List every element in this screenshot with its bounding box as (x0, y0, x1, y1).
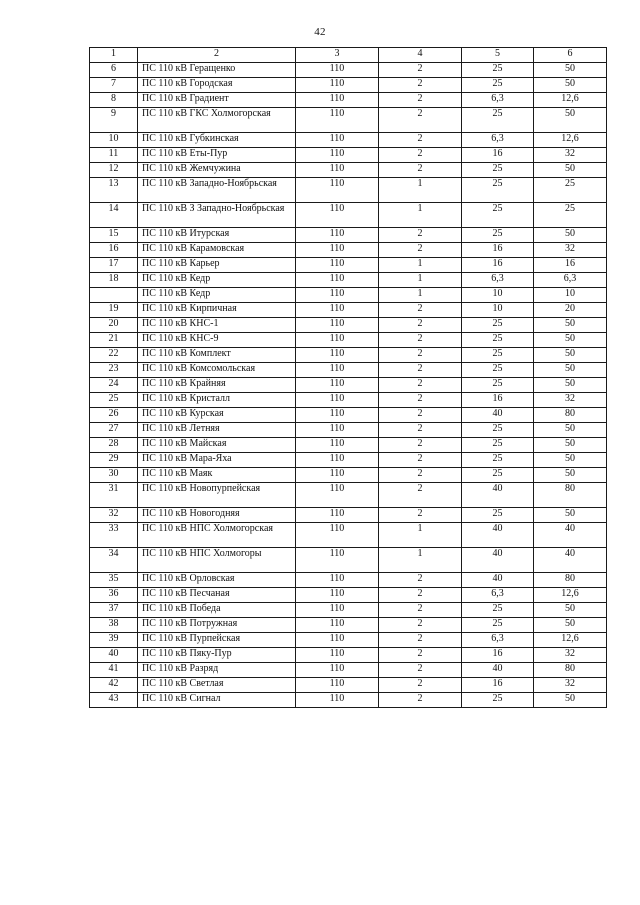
voltage-cell: 110 (296, 348, 379, 363)
voltage-cell: 110 (296, 228, 379, 243)
substation-name-cell: ПС 110 кВ Градиент (138, 93, 296, 108)
transformer-count-cell: 2 (379, 93, 462, 108)
substation-name-cell: ПС 110 кВ Курская (138, 408, 296, 423)
voltage-cell: 110 (296, 648, 379, 663)
table-row (90, 453, 607, 468)
unit-power-cell: 25 (462, 603, 534, 618)
table-row (90, 573, 607, 588)
substation-name-cell: ПС 110 кВ Кедр (138, 273, 296, 288)
row-number-cell: 24 (90, 378, 138, 393)
transformer-count-cell: 2 (379, 423, 462, 438)
substation-name-cell: ПС 110 кВ Пяку-Пур (138, 648, 296, 663)
header-cell: 2 (138, 48, 296, 63)
row-number-cell: 14 (90, 203, 138, 228)
unit-power-cell: 25 (462, 108, 534, 133)
unit-power-cell: 25 (462, 333, 534, 348)
table-row (90, 258, 607, 273)
voltage-cell: 110 (296, 693, 379, 708)
substation-name-cell: ПС 110 кВ Комплект (138, 348, 296, 363)
voltage-cell: 110 (296, 453, 379, 468)
row-number-cell: 37 (90, 603, 138, 618)
transformer-count-cell: 2 (379, 148, 462, 163)
voltage-cell: 110 (296, 633, 379, 648)
row-number-cell: 22 (90, 348, 138, 363)
voltage-cell: 110 (296, 378, 379, 393)
row-number-cell: 21 (90, 333, 138, 348)
total-power-cell: 50 (534, 108, 607, 133)
unit-power-cell: 10 (462, 303, 534, 318)
table-row (90, 393, 607, 408)
table-row (90, 483, 607, 508)
unit-power-cell: 40 (462, 523, 534, 548)
unit-power-cell: 25 (462, 508, 534, 523)
unit-power-cell: 25 (462, 318, 534, 333)
unit-power-cell: 25 (462, 693, 534, 708)
total-power-cell: 25 (534, 178, 607, 203)
transformer-count-cell: 2 (379, 228, 462, 243)
table-row (90, 693, 607, 708)
voltage-cell: 110 (296, 203, 379, 228)
unit-power-cell: 25 (462, 378, 534, 393)
total-power-cell: 50 (534, 438, 607, 453)
unit-power-cell: 25 (462, 203, 534, 228)
total-power-cell: 32 (534, 393, 607, 408)
transformer-count-cell: 2 (379, 663, 462, 678)
total-power-cell: 50 (534, 423, 607, 438)
row-number-cell: 11 (90, 148, 138, 163)
substation-name-cell: ПС 110 кВ Карьер (138, 258, 296, 273)
voltage-cell: 110 (296, 408, 379, 423)
transformer-count-cell: 2 (379, 603, 462, 618)
header-row (90, 48, 607, 63)
voltage-cell: 110 (296, 178, 379, 203)
total-power-cell: 50 (534, 63, 607, 78)
unit-power-cell: 25 (462, 228, 534, 243)
row-number-cell (90, 288, 138, 303)
unit-power-cell: 40 (462, 483, 534, 508)
table-header (90, 48, 607, 63)
substation-name-cell: ПС 110 кВ Победа (138, 603, 296, 618)
voltage-cell: 110 (296, 93, 379, 108)
table-body (90, 63, 607, 708)
voltage-cell: 110 (296, 273, 379, 288)
unit-power-cell: 25 (462, 78, 534, 93)
unit-power-cell: 40 (462, 573, 534, 588)
substation-name-cell: ПС 110 кВ Майская (138, 438, 296, 453)
header-cell: 3 (296, 48, 379, 63)
unit-power-cell: 16 (462, 243, 534, 258)
table-row (90, 163, 607, 178)
total-power-cell: 50 (534, 363, 607, 378)
voltage-cell: 110 (296, 438, 379, 453)
total-power-cell: 32 (534, 648, 607, 663)
row-number-cell: 26 (90, 408, 138, 423)
voltage-cell: 110 (296, 618, 379, 633)
row-number-cell: 6 (90, 63, 138, 78)
unit-power-cell: 6,3 (462, 133, 534, 148)
table-row (90, 303, 607, 318)
row-number-cell: 38 (90, 618, 138, 633)
total-power-cell: 32 (534, 148, 607, 163)
table-row (90, 648, 607, 663)
substation-name-cell: ПС 110 кВ КНС-9 (138, 333, 296, 348)
unit-power-cell: 25 (462, 163, 534, 178)
substation-name-cell: ПС 110 кВ Губкинская (138, 133, 296, 148)
page-number: 42 (314, 26, 326, 38)
row-number-cell: 18 (90, 273, 138, 288)
transformer-count-cell: 2 (379, 483, 462, 508)
transformer-count-cell: 2 (379, 333, 462, 348)
total-power-cell: 50 (534, 333, 607, 348)
unit-power-cell: 6,3 (462, 588, 534, 603)
table-row (90, 423, 607, 438)
row-number-cell: 33 (90, 523, 138, 548)
transformer-count-cell: 1 (379, 523, 462, 548)
substation-name-cell: ПС 110 кВ Пурпейская (138, 633, 296, 648)
total-power-cell: 80 (534, 663, 607, 678)
row-number-cell: 32 (90, 508, 138, 523)
voltage-cell: 110 (296, 523, 379, 548)
total-power-cell: 12,6 (534, 133, 607, 148)
unit-power-cell: 6,3 (462, 93, 534, 108)
voltage-cell: 110 (296, 288, 379, 303)
total-power-cell: 10 (534, 288, 607, 303)
total-power-cell: 50 (534, 453, 607, 468)
unit-power-cell: 16 (462, 393, 534, 408)
substation-name-cell: ПС 110 кВ Песчаная (138, 588, 296, 603)
row-number-cell: 29 (90, 453, 138, 468)
transformer-count-cell: 2 (379, 243, 462, 258)
transformer-count-cell: 1 (379, 288, 462, 303)
transformer-count-cell: 1 (379, 548, 462, 573)
table-row (90, 378, 607, 393)
table-row (90, 108, 607, 133)
table-row (90, 633, 607, 648)
table-row (90, 618, 607, 633)
transformer-count-cell: 2 (379, 618, 462, 633)
transformer-count-cell: 2 (379, 133, 462, 148)
total-power-cell: 80 (534, 573, 607, 588)
table-row (90, 348, 607, 363)
substation-name-cell: ПС 110 кВ Крайняя (138, 378, 296, 393)
total-power-cell: 80 (534, 483, 607, 508)
row-number-cell: 41 (90, 663, 138, 678)
row-number-cell: 19 (90, 303, 138, 318)
total-power-cell: 50 (534, 468, 607, 483)
row-number-cell: 40 (90, 648, 138, 663)
voltage-cell: 110 (296, 423, 379, 438)
total-power-cell: 40 (534, 523, 607, 548)
transformer-count-cell: 2 (379, 678, 462, 693)
table-row (90, 363, 607, 378)
total-power-cell: 40 (534, 548, 607, 573)
row-number-cell: 30 (90, 468, 138, 483)
substation-name-cell: ПС 110 кВ НПС Холмогоры (138, 548, 296, 573)
voltage-cell: 110 (296, 303, 379, 318)
substation-name-cell: ПС 110 кВ Мара-Яха (138, 453, 296, 468)
table-row (90, 203, 607, 228)
header-cell: 4 (379, 48, 462, 63)
transformer-count-cell: 2 (379, 508, 462, 523)
row-number-cell: 42 (90, 678, 138, 693)
substation-name-cell: ПС 110 кВ Маяк (138, 468, 296, 483)
total-power-cell: 6,3 (534, 273, 607, 288)
transformer-count-cell: 2 (379, 588, 462, 603)
substation-name-cell: ПС 110 кВ КНС-1 (138, 318, 296, 333)
substation-name-cell: ПС 110 кВ Городская (138, 78, 296, 93)
substation-name-cell: ПС 110 кВ Геращенко (138, 63, 296, 78)
total-power-cell: 50 (534, 163, 607, 178)
transformer-count-cell: 2 (379, 163, 462, 178)
unit-power-cell: 25 (462, 453, 534, 468)
row-number-cell: 43 (90, 693, 138, 708)
unit-power-cell: 25 (462, 63, 534, 78)
row-number-cell: 34 (90, 548, 138, 573)
unit-power-cell: 25 (462, 363, 534, 378)
transformer-count-cell: 2 (379, 378, 462, 393)
unit-power-cell: 40 (462, 548, 534, 573)
transformer-count-cell: 2 (379, 468, 462, 483)
transformer-count-cell: 2 (379, 108, 462, 133)
table-row (90, 228, 607, 243)
total-power-cell: 50 (534, 618, 607, 633)
substation-name-cell: ПС 110 кВ Потружная (138, 618, 296, 633)
row-number-cell: 27 (90, 423, 138, 438)
substation-name-cell: ПС 110 кВ Западно-Ноябрьская (138, 178, 296, 203)
substation-name-cell: ПС 110 кВ Кристалл (138, 393, 296, 408)
unit-power-cell: 16 (462, 678, 534, 693)
voltage-cell: 110 (296, 133, 379, 148)
substation-name-cell: ПС 110 кВ З Западно-Ноябрьская (138, 203, 296, 228)
voltage-cell: 110 (296, 63, 379, 78)
unit-power-cell: 25 (462, 468, 534, 483)
voltage-cell: 110 (296, 108, 379, 133)
substation-name-cell: ПС 110 кВ Новопурпейская (138, 483, 296, 508)
substation-name-cell: ПС 110 кВ Карамовская (138, 243, 296, 258)
transformer-count-cell: 2 (379, 438, 462, 453)
voltage-cell: 110 (296, 663, 379, 678)
row-number-cell: 13 (90, 178, 138, 203)
voltage-cell: 110 (296, 333, 379, 348)
voltage-cell: 110 (296, 393, 379, 408)
voltage-cell: 110 (296, 318, 379, 333)
unit-power-cell: 40 (462, 408, 534, 423)
transformer-count-cell: 1 (379, 273, 462, 288)
unit-power-cell: 25 (462, 438, 534, 453)
table-row (90, 408, 607, 423)
table-row (90, 78, 607, 93)
row-number-cell: 31 (90, 483, 138, 508)
substation-name-cell: ПС 110 кВ Светлая (138, 678, 296, 693)
table-row (90, 523, 607, 548)
total-power-cell: 50 (534, 348, 607, 363)
row-number-cell: 15 (90, 228, 138, 243)
voltage-cell: 110 (296, 483, 379, 508)
unit-power-cell: 6,3 (462, 633, 534, 648)
row-number-cell: 9 (90, 108, 138, 133)
transformer-count-cell: 2 (379, 318, 462, 333)
row-number-cell: 20 (90, 318, 138, 333)
transformer-count-cell: 2 (379, 363, 462, 378)
voltage-cell: 110 (296, 573, 379, 588)
total-power-cell: 50 (534, 378, 607, 393)
unit-power-cell: 16 (462, 148, 534, 163)
unit-power-cell: 25 (462, 348, 534, 363)
total-power-cell: 50 (534, 228, 607, 243)
total-power-cell: 32 (534, 678, 607, 693)
total-power-cell: 50 (534, 78, 607, 93)
substation-name-cell: ПС 110 кВ Жемчужина (138, 163, 296, 178)
transformer-count-cell: 2 (379, 63, 462, 78)
transformer-count-cell: 2 (379, 393, 462, 408)
table-row (90, 468, 607, 483)
row-number-cell: 16 (90, 243, 138, 258)
table-row (90, 63, 607, 78)
header-cell: 6 (534, 48, 607, 63)
table-row (90, 603, 607, 618)
row-number-cell: 28 (90, 438, 138, 453)
total-power-cell: 16 (534, 258, 607, 273)
substation-name-cell: ПС 110 кВ Разряд (138, 663, 296, 678)
total-power-cell: 12,6 (534, 633, 607, 648)
total-power-cell: 50 (534, 693, 607, 708)
substation-table (89, 47, 607, 708)
row-number-cell: 17 (90, 258, 138, 273)
transformer-count-cell: 2 (379, 348, 462, 363)
table-row (90, 243, 607, 258)
table-row (90, 508, 607, 523)
row-number-cell: 8 (90, 93, 138, 108)
transformer-count-cell: 2 (379, 453, 462, 468)
row-number-cell: 25 (90, 393, 138, 408)
table-row (90, 178, 607, 203)
substation-name-cell: ПС 110 кВ Сигнал (138, 693, 296, 708)
table-row (90, 663, 607, 678)
unit-power-cell: 6,3 (462, 273, 534, 288)
table-row (90, 273, 607, 288)
voltage-cell: 110 (296, 508, 379, 523)
table-row (90, 678, 607, 693)
transformer-count-cell: 1 (379, 178, 462, 203)
row-number-cell: 10 (90, 133, 138, 148)
transformer-count-cell: 2 (379, 303, 462, 318)
voltage-cell: 110 (296, 603, 379, 618)
table-row (90, 333, 607, 348)
unit-power-cell: 25 (462, 423, 534, 438)
substation-name-cell: ПС 110 кВ Итурская (138, 228, 296, 243)
transformer-count-cell: 2 (379, 408, 462, 423)
voltage-cell: 110 (296, 548, 379, 573)
substation-name-cell: ПС 110 кВ НПС Холмогорская (138, 523, 296, 548)
substation-name-cell: ПС 110 кВ Летняя (138, 423, 296, 438)
substation-name-cell: ПС 110 кВ Кедр (138, 288, 296, 303)
table-row (90, 93, 607, 108)
voltage-cell: 110 (296, 468, 379, 483)
transformer-count-cell: 2 (379, 693, 462, 708)
transformer-count-cell: 1 (379, 258, 462, 273)
total-power-cell: 50 (534, 318, 607, 333)
total-power-cell: 20 (534, 303, 607, 318)
voltage-cell: 110 (296, 363, 379, 378)
row-number-cell: 39 (90, 633, 138, 648)
table-row (90, 588, 607, 603)
unit-power-cell: 40 (462, 663, 534, 678)
total-power-cell: 50 (534, 508, 607, 523)
total-power-cell: 50 (534, 603, 607, 618)
table-row (90, 318, 607, 333)
table-row (90, 133, 607, 148)
substation-name-cell: ПС 110 кВ Комсомольская (138, 363, 296, 378)
voltage-cell: 110 (296, 588, 379, 603)
substation-name-cell: ПС 110 кВ Кирпичная (138, 303, 296, 318)
transformer-count-cell: 2 (379, 648, 462, 663)
total-power-cell: 12,6 (534, 588, 607, 603)
unit-power-cell: 16 (462, 648, 534, 663)
row-number-cell: 35 (90, 573, 138, 588)
total-power-cell: 32 (534, 243, 607, 258)
transformer-count-cell: 2 (379, 633, 462, 648)
voltage-cell: 110 (296, 163, 379, 178)
table-row (90, 148, 607, 163)
substation-name-cell: ПС 110 кВ ГКС Холмогорская (138, 108, 296, 133)
voltage-cell: 110 (296, 258, 379, 273)
row-number-cell: 12 (90, 163, 138, 178)
unit-power-cell: 16 (462, 258, 534, 273)
table-row (90, 548, 607, 573)
header-cell: 5 (462, 48, 534, 63)
total-power-cell: 80 (534, 408, 607, 423)
substation-name-cell: ПС 110 кВ Еты-Пур (138, 148, 296, 163)
voltage-cell: 110 (296, 148, 379, 163)
total-power-cell: 12,6 (534, 93, 607, 108)
row-number-cell: 23 (90, 363, 138, 378)
transformer-count-cell: 2 (379, 573, 462, 588)
substation-name-cell: ПС 110 кВ Новогодняя (138, 508, 296, 523)
transformer-count-cell: 1 (379, 203, 462, 228)
voltage-cell: 110 (296, 678, 379, 693)
voltage-cell: 110 (296, 243, 379, 258)
voltage-cell: 110 (296, 78, 379, 93)
table-row (90, 288, 607, 303)
table-row (90, 438, 607, 453)
unit-power-cell: 10 (462, 288, 534, 303)
row-number-cell: 7 (90, 78, 138, 93)
row-number-cell: 36 (90, 588, 138, 603)
unit-power-cell: 25 (462, 618, 534, 633)
total-power-cell: 25 (534, 203, 607, 228)
substation-name-cell: ПС 110 кВ Орловская (138, 573, 296, 588)
unit-power-cell: 25 (462, 178, 534, 203)
header-cell: 1 (90, 48, 138, 63)
transformer-count-cell: 2 (379, 78, 462, 93)
